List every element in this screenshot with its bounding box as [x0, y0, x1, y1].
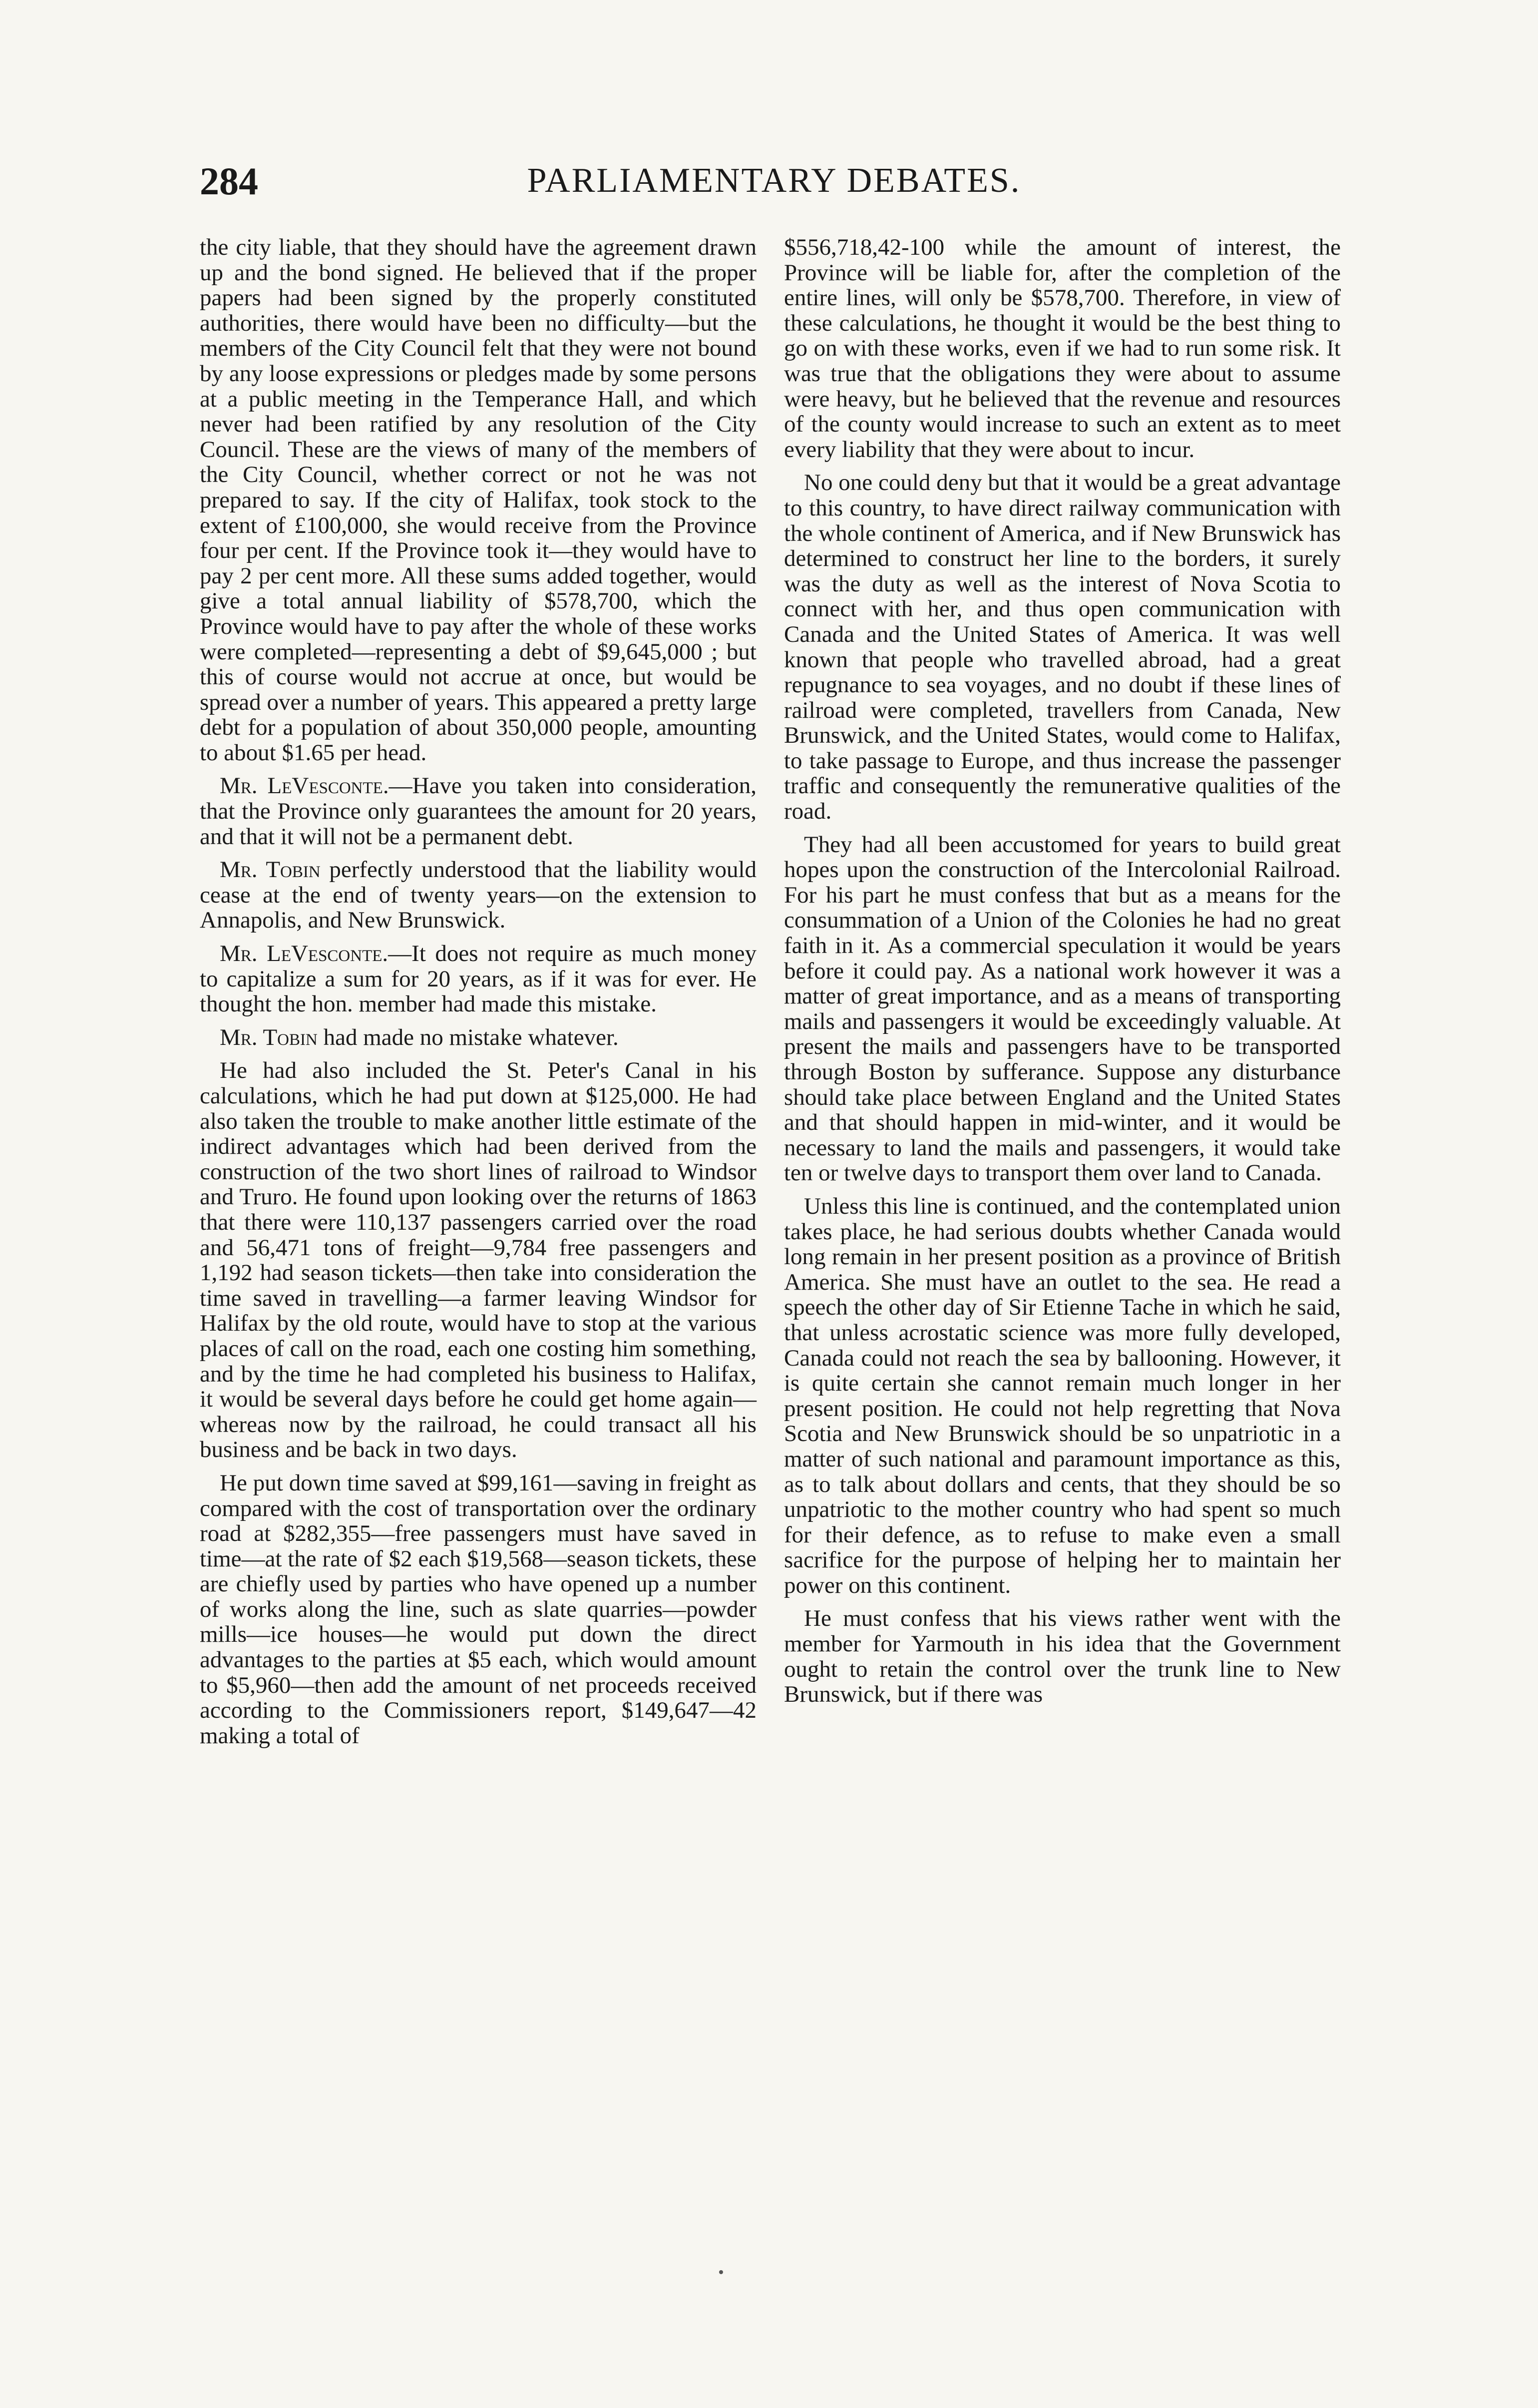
paragraph: $556,718,42-100 while the amount of interest, the Province will be liable for, after the completion of the entire lines, will only be $578,700. Therefore, in view of these calculations, he thought it would be the best thing to go on with these works, even if we had to run some risk. It was true that the obligations they were about to assume were heavy, but he believed that the revenue and resources of the county would increase to such an extent as to meet every liability that they were about to incur.: [784, 234, 1341, 463]
paragraph: Unless this line is continued, and the contemplated union takes place, he had serious doubts whether Canada would long remain in her present position as a province of British America. She must have an outlet to the sea. He read a speech the other day of Sir Etienne Tache in which he said, that unless acrostatic science was more fully developed, Canada could not reach the sea by ballooning. However, it is quite certain she cannot remain much longer in her present position. He could not help regretting that Nova Scotia and New Brunswick should be so unpatriotic in a matter of such national and paramount importance as this, as to talk about dollars and cents, that they should be so unpatriotic to the mother country who had spent so much for their defence, as to refuse to make even a small sacrifice for the purpose of helping her to maintain her power on this continent.: [784, 1193, 1341, 1598]
right-column: [784, 235, 1341, 1715]
paragraph: Mr. Tobin had made no mistake whatever.: [220, 1024, 619, 1050]
speaker-name: Mr. LeVesconte.: [220, 773, 389, 799]
page-header: [200, 159, 1348, 204]
page-number: 284: [200, 159, 258, 203]
paragraph: Mr. LeVesconte.—It does not require as much money to capitalize a sum for 20 years, as if it was for ever. He thought the hon. member had made this mistake.: [200, 941, 757, 1017]
paragraph: the city liable, that they should have the agreement drawn up and the bond signed. He believed that if the proper papers had been signed by the properly constituted authorities, there would have been no difficulty—but the members of the City Council felt that they were not bound by any loose expressions or pledges made by some persons at a public meeting in the Temperance Hall, and which never had been ratified by any resolution of the City Council. These are the views of many of the members of the City Council, whether correct or not he was not prepared to say. If the city of Halifax, took stock to the extent of £100,000, she would receive from the Province four per cent. If the Province took it—they would have to pay 2 per cent more. All these sums added together, would give a total annual liability of $578,700, which the Province would have to pay after the whole of these works were completed—representing a debt of $9,645,000 ; but this of course would not accrue at once, but would be spread over a number of years. This appeared a pretty large debt for a population of about 350,000 people, amounting to about $1.65 per head.: [200, 234, 757, 766]
speaker-name: Mr. Tobin: [220, 857, 321, 883]
paragraph: He must confess that his views rather went with the member for Yarmouth in his idea that the Government ought to retain the control over the trunk line to New Brunswick, but if there was: [784, 1605, 1341, 1708]
speaker-name: Mr. LeVesconte.: [220, 941, 388, 967]
footer-mark: [719, 2270, 723, 2274]
paragraph: He had also included the St. Peter's Canal in his calculations, which he had put down at $125,000. He had also taken the trouble to make another little estimate of the indirect advantages which had been derived from the construction of the two short lines of railroad to Windsor and Truro. He found upon looking over the returns of 1863 that there were 110,137 passengers carried over the road and 56,471 tons of freight—9,784 free passengers and 1,192 had season tickets—then take into consideration the time saved in travelling—a farmer leaving Windsor for Halifax by the old route, would have to stop at the various places of call on the road, each one costing him something, and by the time he had completed his business to Halifax, it would be several days before he could get home again—whereas now by the railroad, he could transact all his business and be back in two days.: [200, 1057, 757, 1463]
paragraph: No one could deny but that it would be a great advantage to this country, to have direct railway communication with the whole continent of America, and if New Brunswick has determined to construct her line to the borders, it surely was the duty as well as the interest of Nova Scotia to connect with her, and thus open communication with Canada and the United States of America. It was well known that people who travelled abroad, had a great repugnance to sea voyages, and no doubt if these lines of railroad were completed, travellers from Canada, New Brunswick, and the United States, would come to Halifax, to take passage to Europe, and thus increase the passenger traffic and consequently the remunerative qualities of the road.: [784, 470, 1341, 825]
running-title: PARLIAMENTARY DEBATES.: [527, 161, 1021, 200]
paragraph: He put down time saved at $99,161—saving in freight as compared with the cost of transportation over the ordinary road at $282,355—free passengers must have saved in time—at the rate of $2 each $19,568—season tickets, these are chiefly used by parties who have opened up a number of works along the line, such as slate quarries—powder mills—ice houses—he would put down the direct advantages to the parties at $5 each, which would amount to $5,960—then add the amount of net proceeds received according to the Commissioners report, $149,647—42 making a total of: [200, 1469, 757, 1749]
paragraph: Mr. LeVesconte.—Have you taken into consideration, that the Province only guarantees the amount for 20 years, and that it will not be a permanent debt.: [200, 773, 757, 850]
paragraph: They had all been accustomed for years to build great hopes upon the construction of the Intercolonial Railroad. For his part he must confess that but as a means for the consummation of a Union of the Colonies he had no great faith in it. As a commercial speculation it would be years before it could pay. As a national work however it was a matter of great importance, and as a means of transporting mails and passengers it would be exceedingly valuable. At present the mails and passengers have to be transported through Boston by sufferance. Suppose any disturbance should take place between England and the United States and that should happen in mid-winter, and it would be necessary to land the mails and passengers, it would take ten or twelve days to transport them over land to Canada.: [784, 831, 1341, 1186]
left-column: [200, 235, 757, 1756]
speaker-name: Mr. Tobin: [220, 1024, 318, 1050]
paragraph: Mr. Tobin perfectly understood that the liability would cease at the end of twenty years—on the extension to Annapolis, and New Brunswick.: [200, 857, 757, 934]
